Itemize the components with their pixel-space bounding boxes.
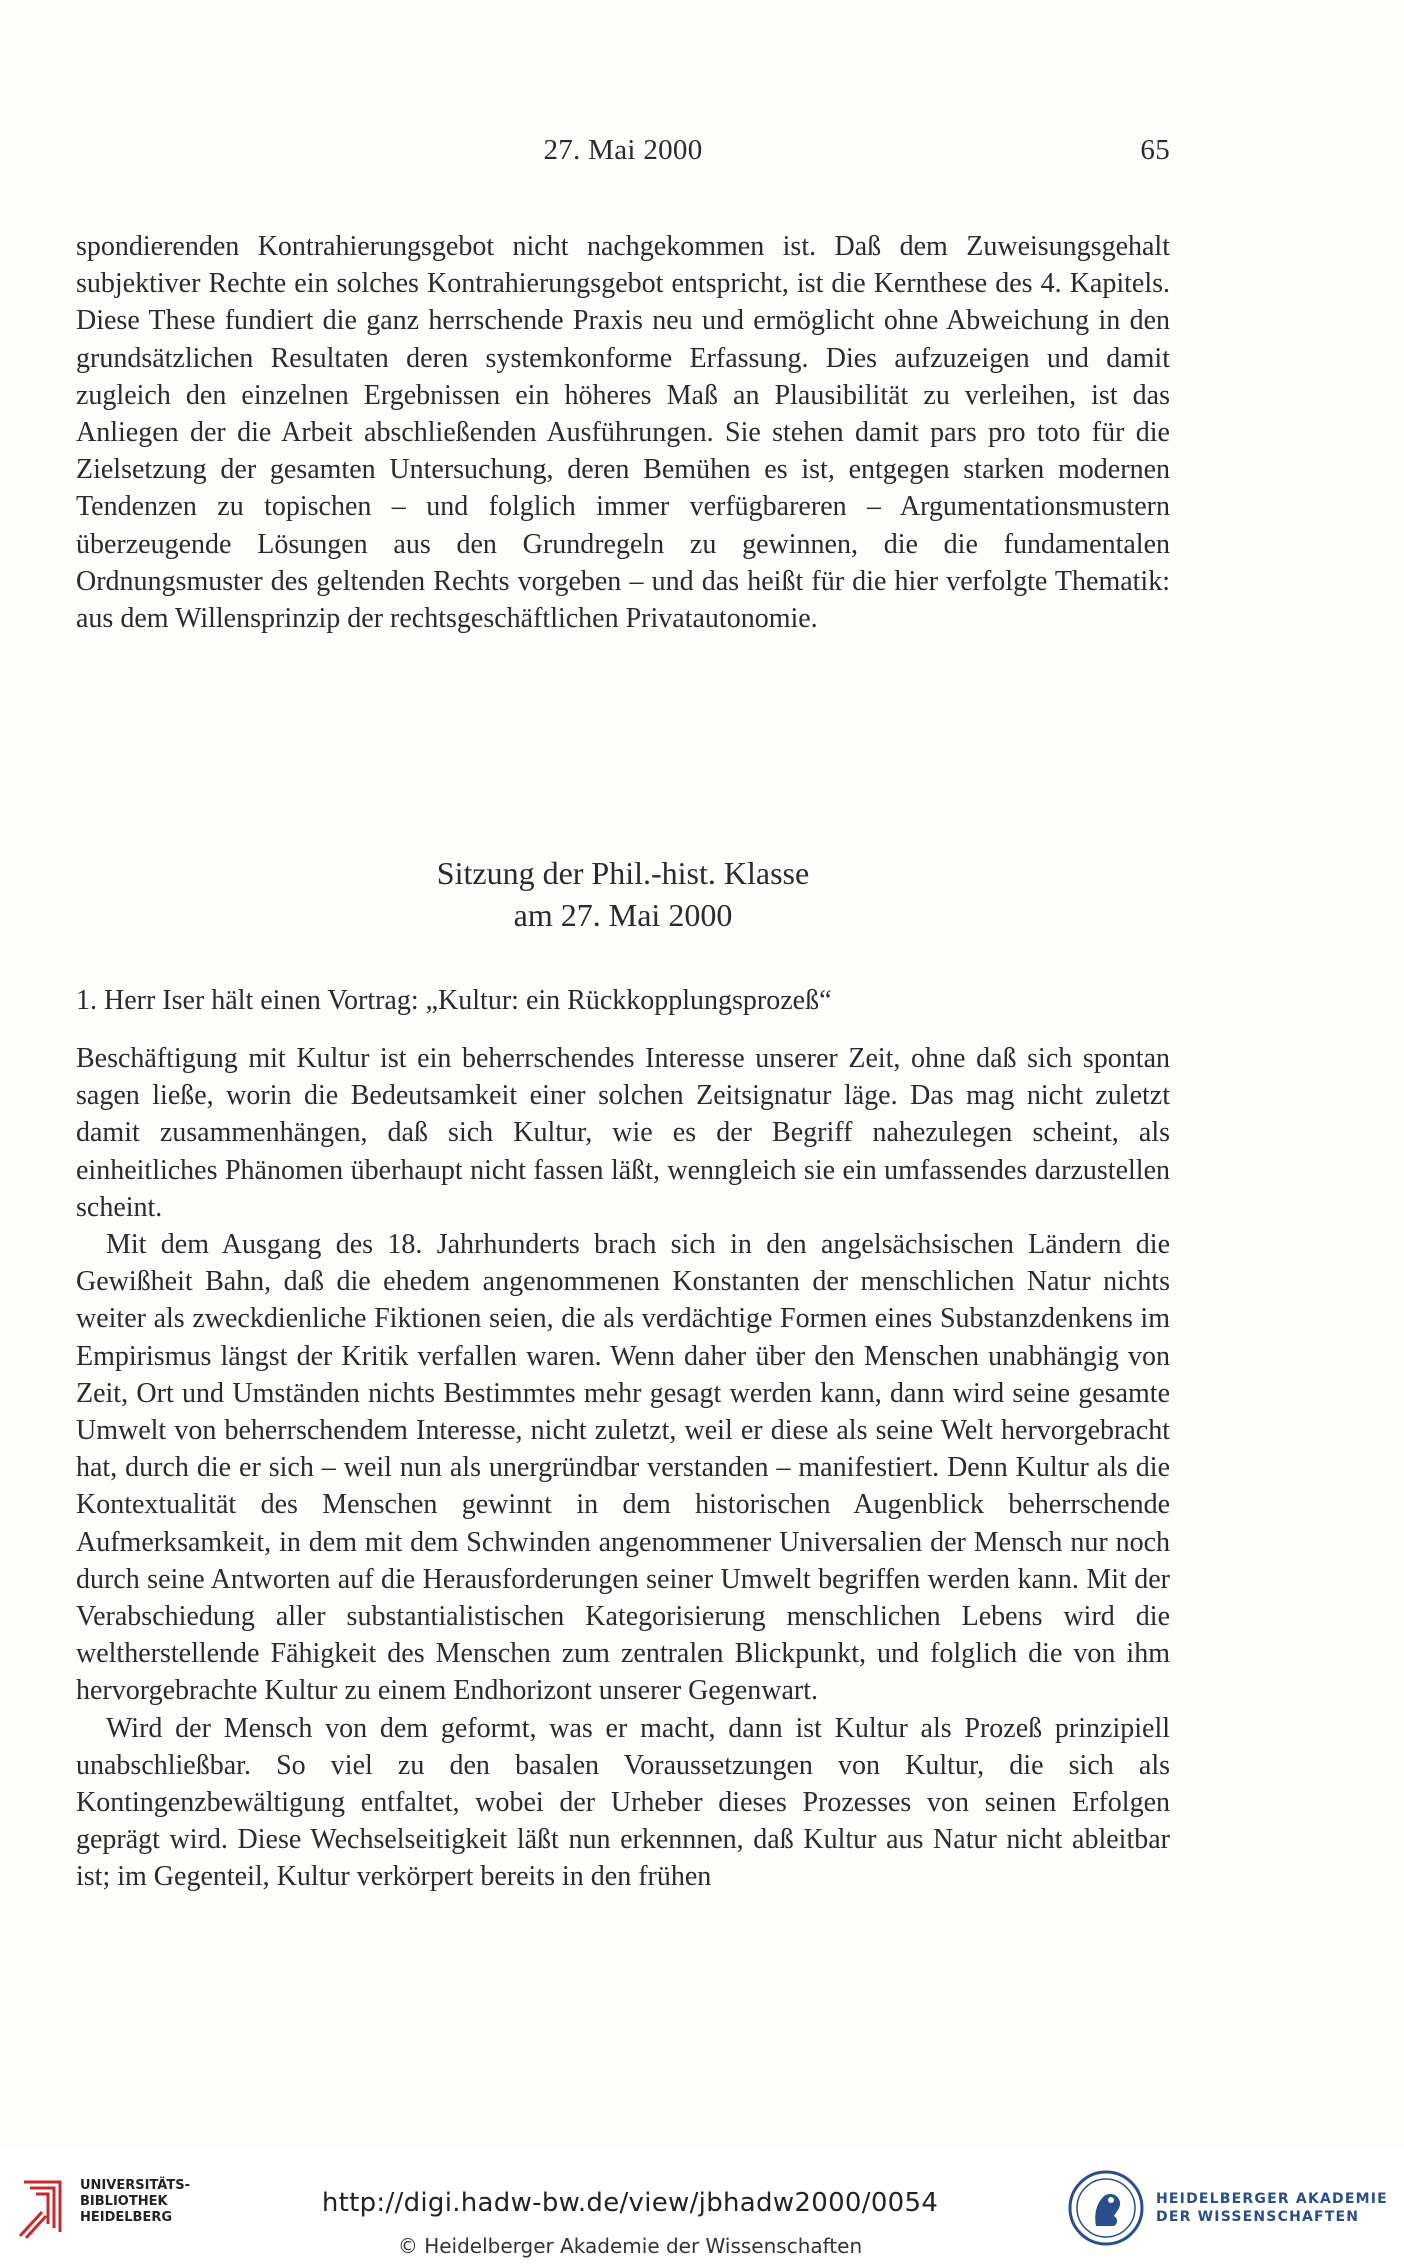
footer-copyright: © Heidelberger Akademie der Wissenschaften bbox=[397, 2234, 863, 2258]
section-heading-line1: Sitzung der Phil.-hist. Klasse bbox=[436, 855, 810, 891]
lecture-title: 1. Herr Iser hält einen Vortrag: „Kultur: ein Rückkopplungsprozeß“ bbox=[76, 985, 832, 1016]
running-head bbox=[76, 134, 1170, 174]
intro-paragraph-block bbox=[76, 228, 1170, 637]
footer-bar bbox=[0, 2150, 1404, 2265]
academy-logo bbox=[1066, 2168, 1386, 2248]
body-paragraph-3: Wird der Mensch von dem geformt, was er macht, dann ist Kultur als Prozeß prinzipiell unabschließbar. So viel zu den basalen Voraussetzungen von Kultur, die sich als Kontingenzbewältigung entfaltet, wobei der Urheber dieses Prozesses von seinen Erfolgen geprägt wird. Diese Wechselseitigkeit läßt nun erkennnen, daß Kultur aus Natur nicht ableitbar ist; im Gegenteil, Kultur verkörpert bereits in den frühen bbox=[76, 1712, 1170, 1893]
body-text-block bbox=[76, 1040, 1170, 1896]
academy-seal-icon bbox=[1066, 2168, 1146, 2248]
university-library-logo-icon bbox=[14, 2172, 76, 2242]
body-paragraph-2: Mit dem Ausgang des 18. Jahrhunderts brach sich in den angelsächsischen Ländern die Gewißheit Bahn, daß die ehedem angenommenen Konstanten der menschlichen Natur nichts weiter als zweckdienliche Fiktionen seien, die als verdächtige Formen eines Substanzdenkens im Empirismus längst der Kritik verfallen waren. Wenn daher über den Menschen unabhängig von Zeit, Ort und Umständen nichts Bestimmtes mehr gesagt werden kann, dann wird seine gesamte Umwelt von beherrschendem Interesse, nicht zuletzt, weil er diese als seine Welt hervorgebracht hat, durch die er sich – weil nun als unergründbar verstanden – manifestiert. Denn Kultur als die Kontextualität des Menschen gewinnt in dem historischen Augenblick beherrschende Aufmerksamkeit, in dem mit dem Schwinden angenommener Universalien der Mensch nur noch durch seine Antworten auf die Herausforderungen seiner Umwelt begriffen werden kann. Mit der Verabschiedung aller substantialistischen Kategorisierung menschlichen Lebens wird die weltherstellende Fähigkeit des Menschen zum zentralen Blickpunkt, und folglich die von ihm hervorgebrachte Kultur zu einem Endhorizont unserer Gegenwart. bbox=[76, 1229, 1170, 1707]
academy-logo-text: HEIDELBERGER AKADEMIE DER WISSENSCHAFTEN bbox=[1156, 2191, 1388, 2225]
footer-url-link[interactable]: http://digi.hadw-bw.de/view/jbhadw2000/0054 bbox=[321, 2188, 939, 2218]
running-head-date: 27. Mai 2000 bbox=[543, 134, 703, 166]
university-library-logo bbox=[14, 2172, 190, 2244]
section-heading bbox=[76, 852, 1170, 936]
section-heading-line2: am 27. Mai 2000 bbox=[513, 897, 733, 933]
university-library-logo-text: UNIVERSITÄTS- BIBLIOTHEK HEIDELBERG bbox=[80, 2178, 190, 2225]
intro-paragraph: spondierenden Kontrahierungsgebot nicht nachgekommen ist. Daß dem Zuweisungsgehalt subjektiver Rechte ein solches Kontrahierungsgebot entspricht, ist die Kernthese des 4. Kapitels. Diese These fundiert die ganz herrschende Praxis neu und ermöglicht ohne Abweichung in den grundsätzlichen Resultaten deren systemkonforme Erfassung. Dies aufzuzeigen und damit zugleich den einzelnen Ergebnissen ein höheres Maß an Plausibilität zu verleihen, ist das Anliegen der die Arbeit abschließenden Ausführungen. Sie stehen damit pars pro toto für die Zielsetzung der gesamten Untersuchung, deren Bemühen es ist, entgegen starken modernen Tendenzen zu topischen – und folglich immer verfügbareren – Argumentationsmustern überzeugende Lösungen aus den Grundregeln zu gewinnen, die die fundamentalen Ordnungsmuster des geltenden Rechts vorgeben – und das heißt für die hier verfolgte Thematik: aus dem Willensprinzip der rechtsgeschäftlichen Privatautonomie. bbox=[76, 231, 1170, 635]
page-number: 65 bbox=[1140, 134, 1170, 166]
body-paragraph-1: Beschäftigung mit Kultur ist ein beherrschendes Interesse unserer Zeit, ohne daß sich spontan sagen ließe, worin die Bedeutsamkeit einer solchen Zeitsignatur läge. Das mag nicht zuletzt damit zusammenhängen, daß sich Kultur, wie es der Begriff nahezulegen scheint, als einheitliches Phänomen überhaupt nicht fassen läßt, wenngleich sie ein umfassendes darzustellen scheint. bbox=[76, 1043, 1170, 1223]
